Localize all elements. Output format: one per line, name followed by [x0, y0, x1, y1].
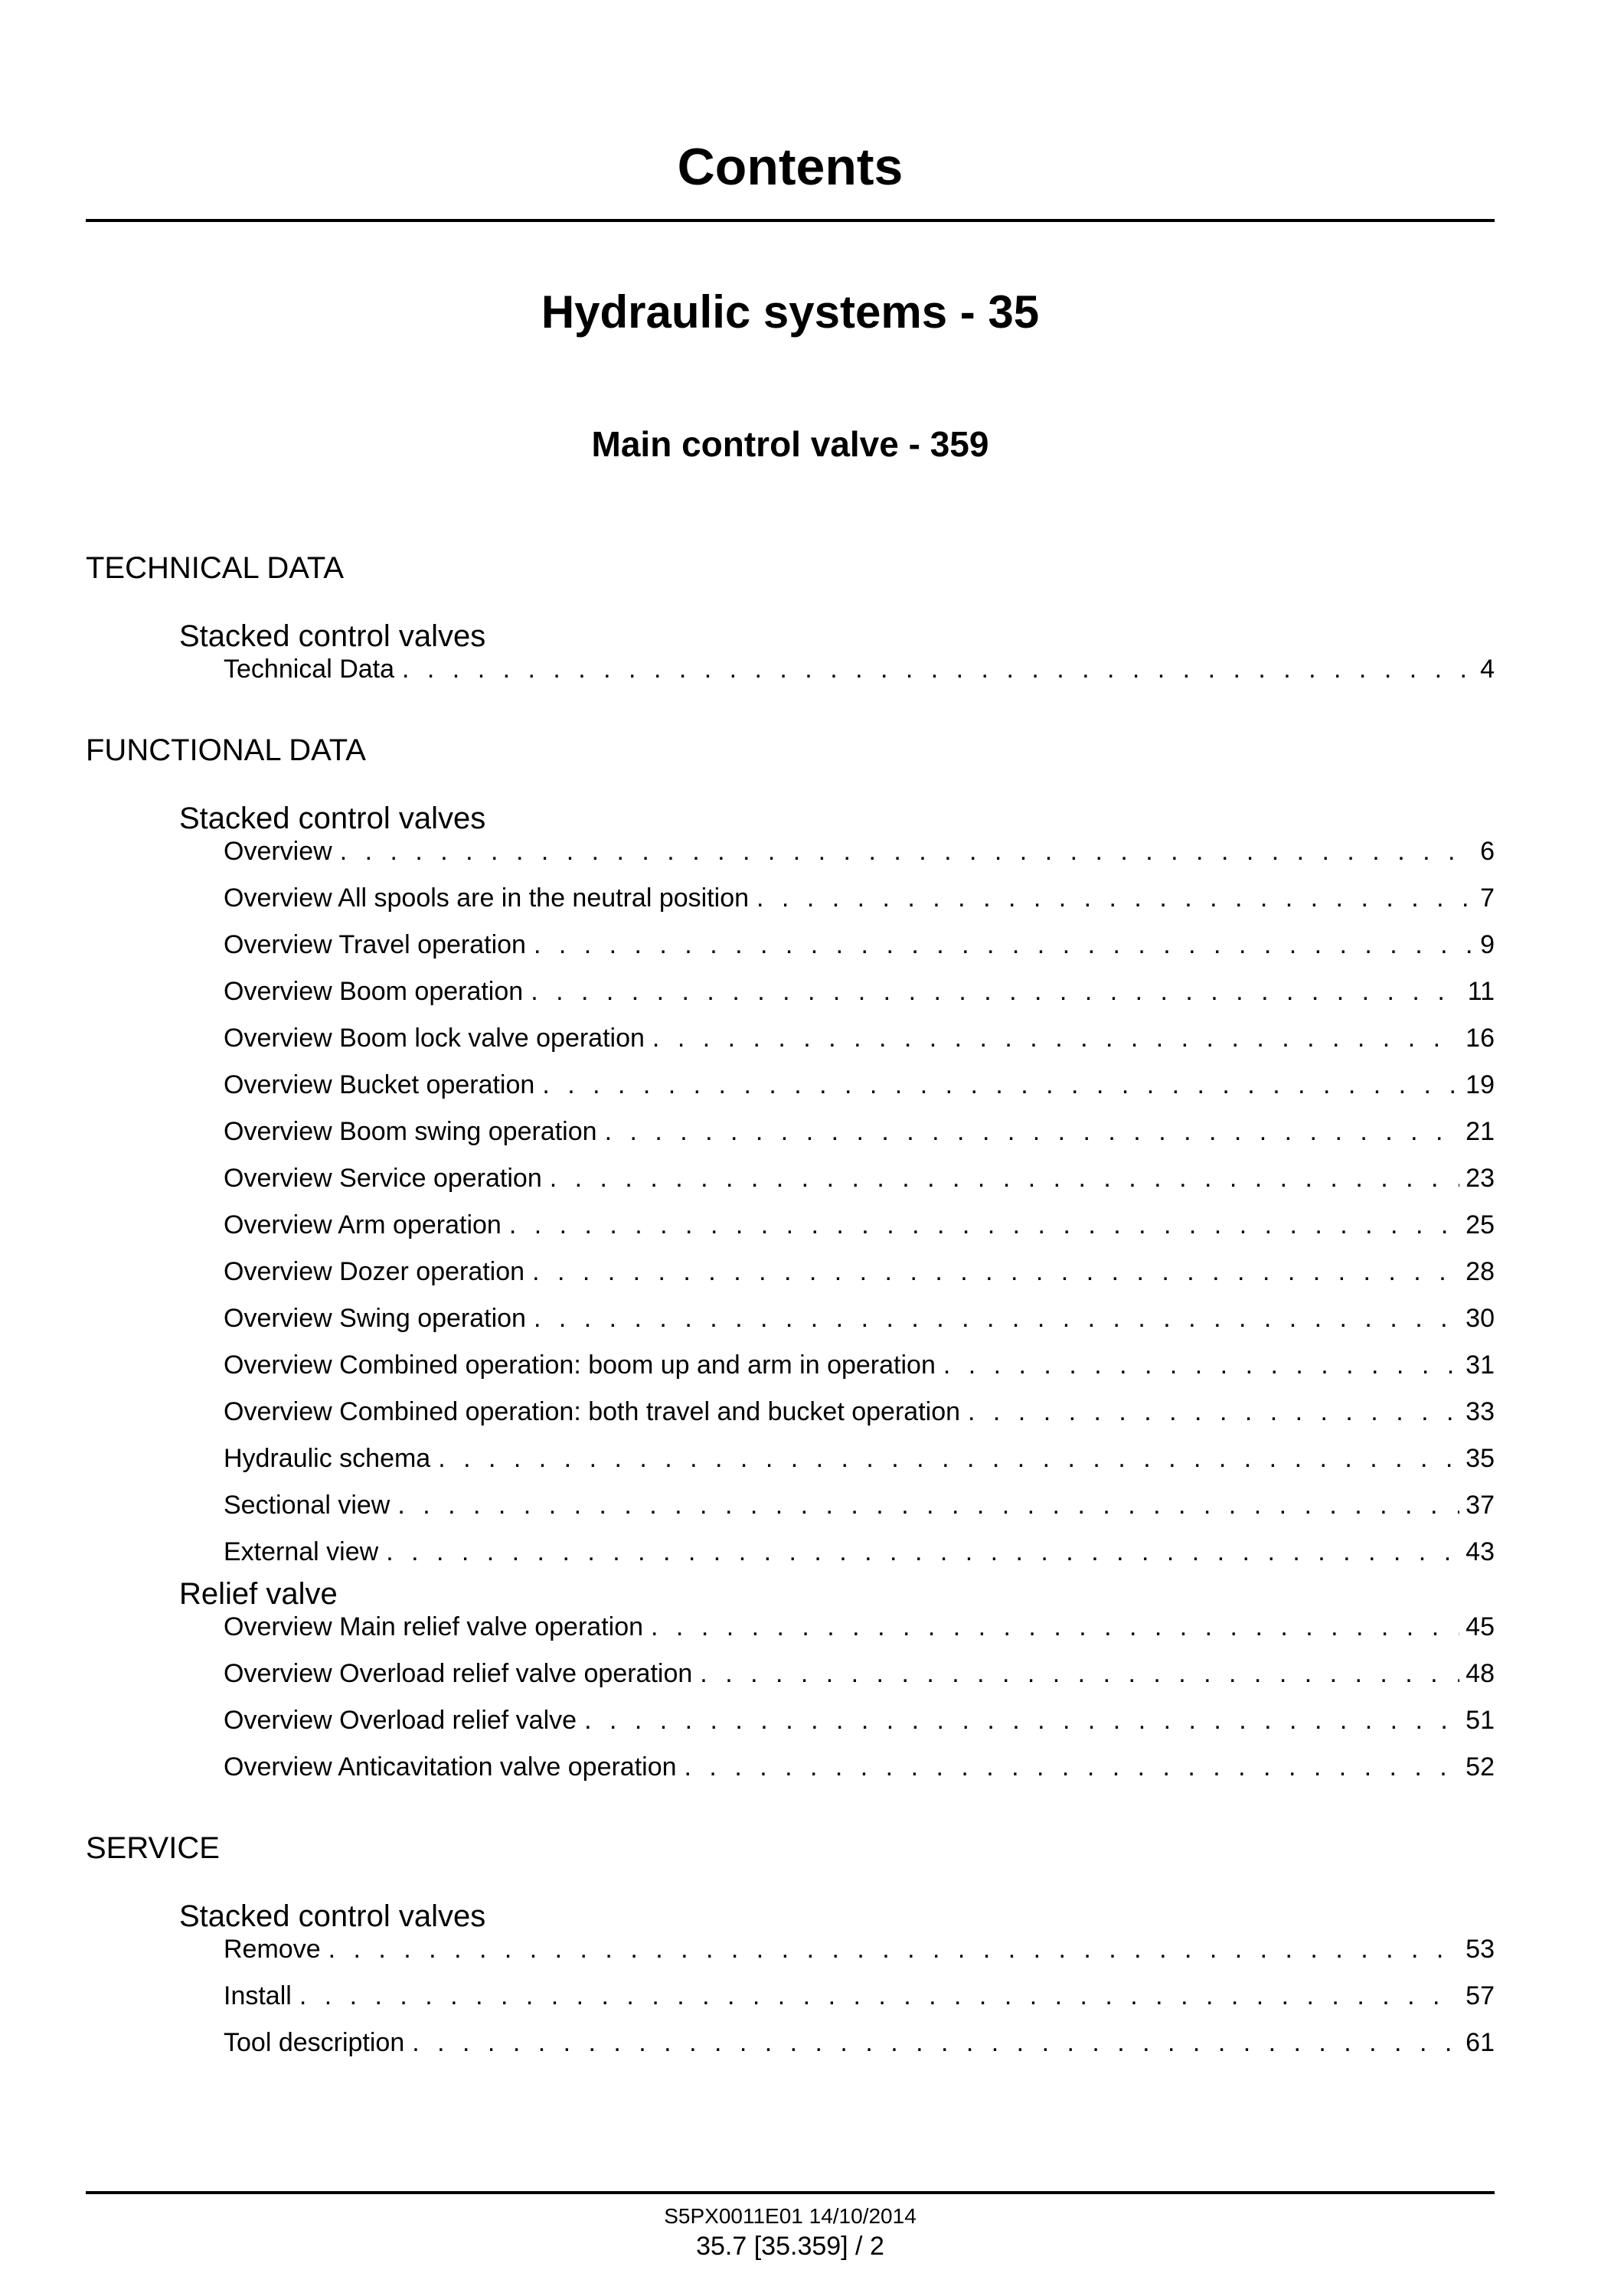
toc-entry-label[interactable]: Overview Travel operation [224, 930, 526, 959]
toc-entry-label[interactable]: Overview Bucket operation [224, 1070, 535, 1099]
toc-entry-label[interactable]: External view [224, 1537, 379, 1566]
group-title: Main control valve - 359 [591, 424, 989, 464]
dot-leader [652, 1023, 1459, 1053]
dot-leader [685, 1752, 1460, 1782]
toc-entry-label[interactable]: Technical Data [224, 655, 395, 684]
toc-entry[interactable] [86, 1070, 1495, 1100]
toc-entry-page[interactable]: 37 [1466, 1491, 1495, 1520]
section-heading-service: SERVICE [86, 1831, 220, 1865]
toc-entry[interactable] [86, 976, 1495, 1007]
dot-leader [651, 1612, 1459, 1642]
dot-leader [299, 1981, 1459, 2011]
toc-entry-label[interactable]: Overview Overload relief valve operation [224, 1659, 693, 1688]
toc-entry-label[interactable]: Overview Combined operation: boom up and arm in operation [224, 1350, 936, 1380]
toc-entry[interactable] [86, 1256, 1495, 1287]
toc-entry[interactable] [86, 1396, 1495, 1427]
dot-leader [605, 1116, 1460, 1147]
toc-entry-page[interactable]: 51 [1466, 1706, 1495, 1735]
toc-entry[interactable] [86, 1705, 1495, 1736]
toc-entry-label[interactable]: Sectional view [224, 1491, 390, 1520]
toc-entry[interactable] [86, 1443, 1495, 1474]
dot-leader [328, 1934, 1460, 1965]
footer-page-reference: 35.7 [35.359] / 2 [696, 2232, 884, 2261]
toc-entry-page[interactable]: 35 [1466, 1444, 1495, 1473]
dot-leader [532, 1256, 1459, 1287]
toc-entry-page[interactable]: 31 [1466, 1350, 1495, 1380]
section-heading-functional-data: FUNCTIONAL DATA [86, 733, 366, 767]
subsection-heading-relief-valve: Relief valve [179, 1577, 338, 1611]
dot-leader [756, 883, 1474, 913]
toc-entry-label[interactable]: Overview All spools are in the neutral position [224, 883, 750, 913]
toc-entry[interactable] [86, 1350, 1495, 1380]
toc-entry-label[interactable]: Overview [224, 837, 332, 866]
dot-leader [386, 1537, 1459, 1567]
toc-entry-page[interactable]: 45 [1466, 1612, 1495, 1641]
toc-entry-label[interactable]: Overview Arm operation [224, 1210, 502, 1239]
dot-leader [340, 836, 1474, 867]
toc-entry[interactable] [86, 1490, 1495, 1520]
toc-entry-label[interactable]: Overview Overload relief valve [224, 1706, 577, 1735]
toc-entry[interactable] [86, 1658, 1495, 1689]
subsection-heading-stacked-control-valves: Stacked control valves [179, 619, 486, 653]
toc-entry[interactable] [86, 1303, 1495, 1334]
dot-leader [968, 1396, 1459, 1427]
toc-entry[interactable] [86, 836, 1495, 867]
dot-leader [700, 1658, 1459, 1689]
toc-entry[interactable] [86, 1210, 1495, 1240]
toc-entry-page[interactable]: 33 [1466, 1397, 1495, 1426]
toc-entry-label[interactable]: Overview Boom lock valve operation [224, 1024, 645, 1053]
dot-leader [397, 1490, 1459, 1520]
toc-entry[interactable] [86, 1023, 1495, 1053]
dot-leader [412, 2027, 1459, 2058]
toc-entry-page[interactable]: 21 [1466, 1117, 1495, 1146]
dot-leader [531, 976, 1462, 1007]
toc-entry[interactable] [86, 2027, 1495, 2058]
toc-entry-label[interactable]: Tool description [224, 2028, 405, 2057]
toc-entry-page[interactable]: 9 [1480, 930, 1495, 959]
toc-entry[interactable] [86, 1981, 1495, 2011]
toc-entry-page[interactable]: 11 [1467, 977, 1495, 1006]
toc-entry-page[interactable]: 25 [1466, 1210, 1495, 1239]
toc-entry-page[interactable]: 43 [1466, 1537, 1495, 1566]
dot-leader [584, 1705, 1459, 1736]
toc-entry-label[interactable]: Overview Service operation [224, 1164, 542, 1193]
dot-leader [534, 929, 1474, 960]
dot-leader [943, 1350, 1459, 1380]
toc-entry-page[interactable]: 16 [1466, 1024, 1495, 1053]
toc-entry[interactable] [86, 929, 1495, 960]
toc-entry[interactable] [86, 1163, 1495, 1194]
section-heading-technical-data: TECHNICAL DATA [86, 551, 345, 585]
title-divider [86, 219, 1495, 222]
toc-entry[interactable] [86, 883, 1495, 913]
toc-entry-page[interactable]: 23 [1466, 1164, 1495, 1193]
page-title: Contents [677, 138, 903, 196]
toc-entry-page[interactable]: 52 [1466, 1752, 1495, 1782]
subsection-heading-stacked-control-valves: Stacked control valves [179, 802, 486, 835]
footer-document-code: S5PX0011E01 14/10/2014 [664, 2204, 917, 2228]
toc-entry[interactable] [86, 1752, 1495, 1782]
toc-entry-page[interactable]: 7 [1480, 883, 1495, 913]
subsection-heading-stacked-control-valves: Stacked control valves [179, 1899, 486, 1933]
chapter-title: Hydraulic systems - 35 [541, 286, 1040, 338]
dot-leader [402, 654, 1474, 684]
toc-entry[interactable] [86, 1934, 1495, 1965]
toc-entry-page[interactable]: 4 [1480, 655, 1495, 684]
toc-entry-page[interactable]: 30 [1466, 1304, 1495, 1333]
toc-entry-label[interactable]: Overview Boom swing operation [224, 1117, 597, 1146]
toc-entry-label[interactable]: Overview Swing operation [224, 1304, 526, 1333]
toc-entry-page[interactable]: 57 [1466, 1981, 1495, 2010]
toc-entry-page[interactable]: 48 [1466, 1659, 1495, 1688]
toc-entry[interactable] [86, 1116, 1495, 1147]
toc-entry[interactable] [86, 1537, 1495, 1567]
toc-entry-page[interactable]: 61 [1466, 2028, 1495, 2057]
toc-entry-page[interactable]: 28 [1466, 1257, 1495, 1286]
dot-leader [534, 1303, 1459, 1334]
toc-entry-page[interactable]: 19 [1466, 1070, 1495, 1099]
toc-entry-label[interactable]: Overview Combined operation: both travel and bucket operation [224, 1397, 961, 1426]
toc-entry-label[interactable]: Overview Anticavitation valve operation [224, 1752, 677, 1782]
toc-entry-page[interactable]: 6 [1480, 837, 1495, 866]
toc-entry[interactable] [86, 1612, 1495, 1642]
dot-leader [438, 1443, 1459, 1474]
dot-leader [542, 1070, 1459, 1100]
dot-leader [509, 1210, 1459, 1240]
dot-leader [550, 1163, 1459, 1194]
footer-divider [86, 2191, 1495, 2194]
toc-entry-label[interactable]: Overview Boom operation [224, 977, 524, 1006]
toc-entry[interactable] [86, 654, 1495, 684]
table-of-contents [86, 550, 1495, 2058]
toc-entry-label[interactable]: Hydraulic schema [224, 1444, 431, 1473]
toc-entry-label[interactable]: Remove [224, 1935, 321, 1964]
toc-entry-label[interactable]: Install [224, 1981, 292, 2010]
toc-entry-label[interactable]: Overview Dozer operation [224, 1257, 525, 1286]
toc-entry-page[interactable]: 53 [1466, 1935, 1495, 1964]
toc-entry-label[interactable]: Overview Main relief valve operation [224, 1612, 644, 1641]
